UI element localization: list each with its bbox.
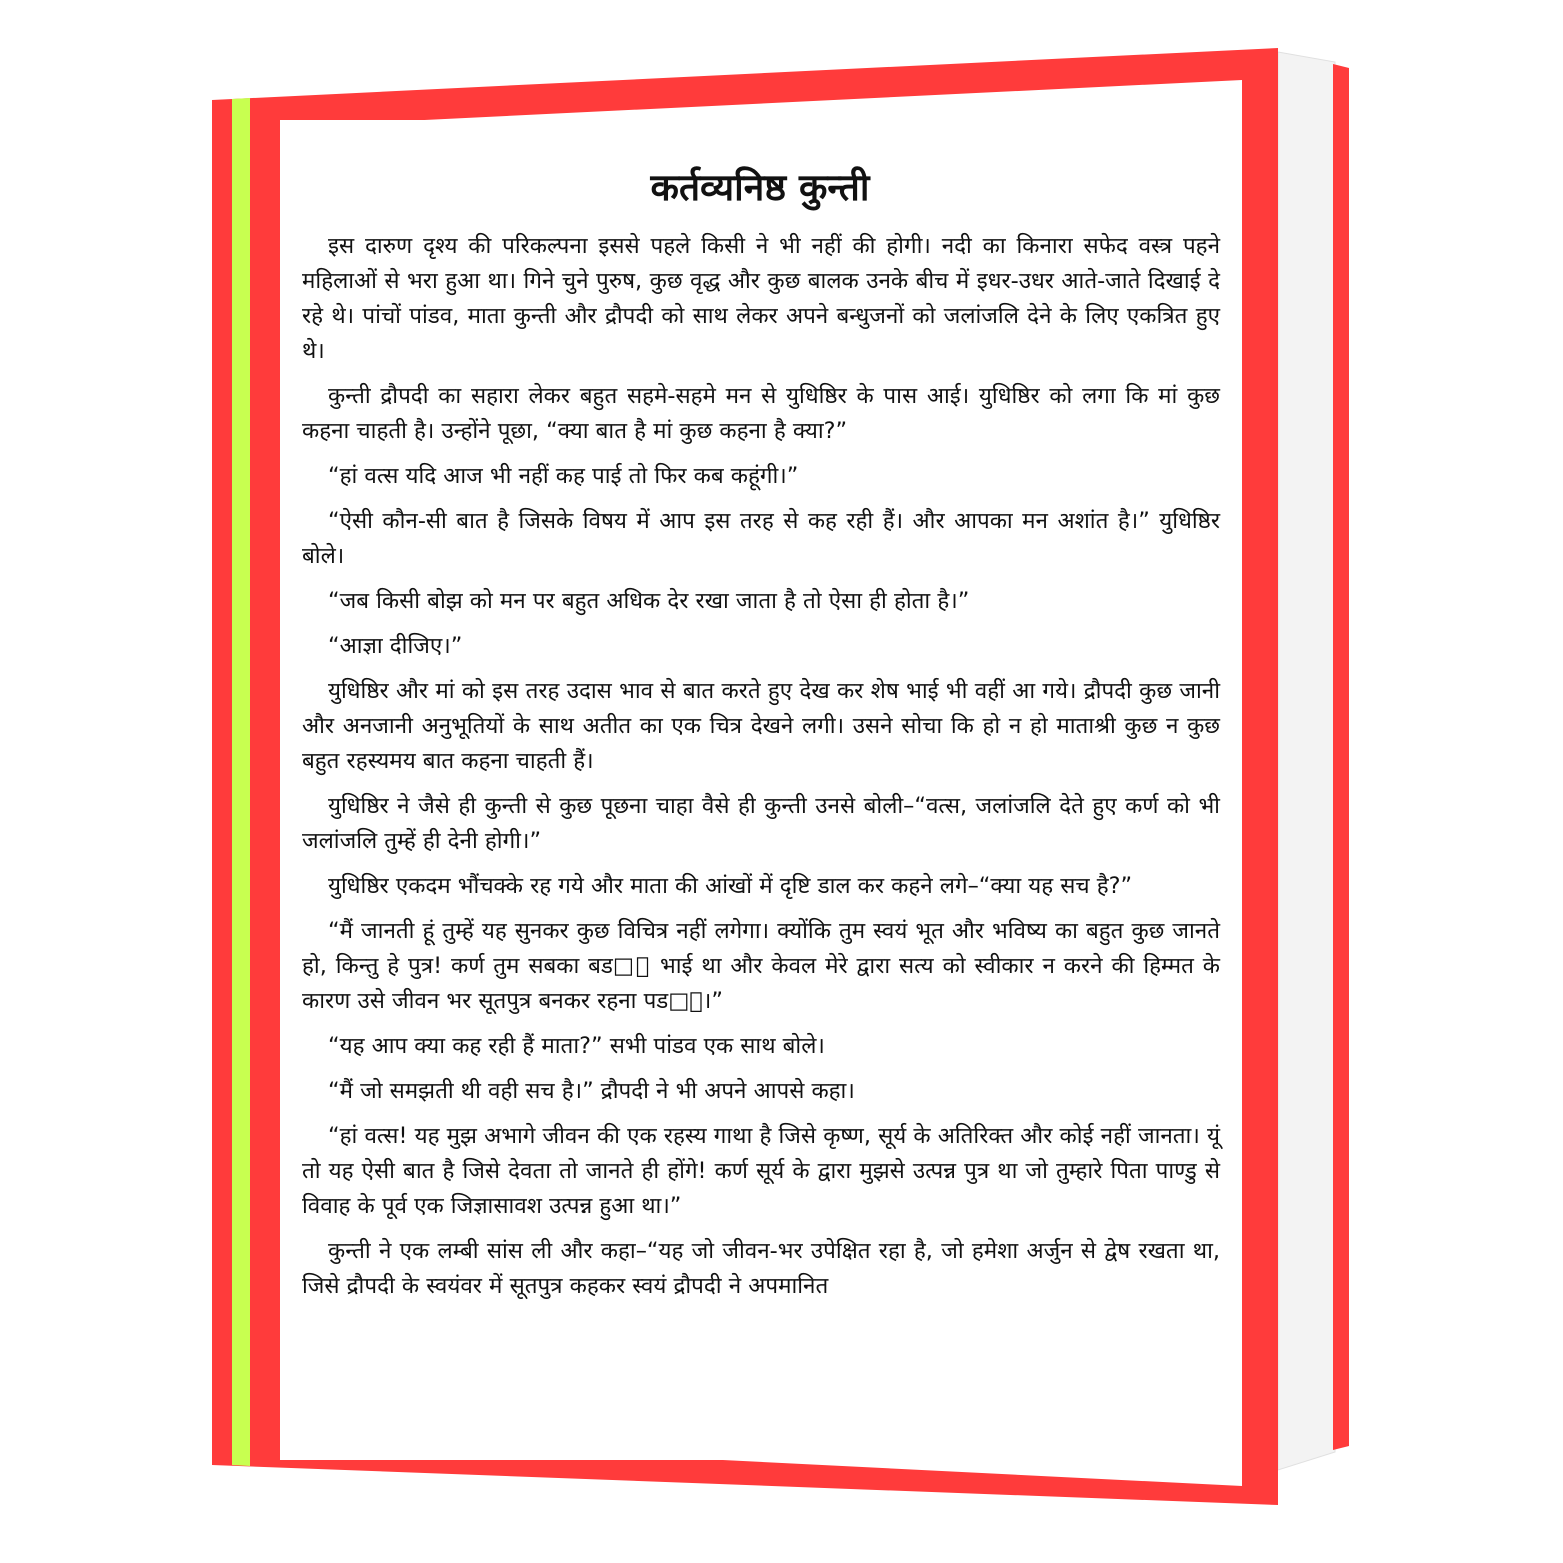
page-block	[1278, 52, 1335, 1470]
green-stripe	[232, 98, 250, 1466]
spine-strip	[1333, 64, 1349, 1450]
paragraph: कुन्ती ने एक लम्बी सांस ली और कहा–“यह जो जीवन-भर उपेक्षित रहा है, जो हमेशा अर्जुन से द्वेष रखता था, जिसे द्रौपदी के स्वयंवर में सूतपुत्र कहकर स्वयं द्रौपदी ने अपमानित	[302, 1238, 1220, 1299]
chapter-body	[280, 229, 1240, 1304]
paragraph: “हां वत्स! यह मुझ अभागे जीवन की एक रहस्य गाथा है जिसे कृष्ण, सूर्य के अतिरिक्त और कोई नहीं जानता। यूं तो यह ऐसी बात है जिसे देवता तो जानते ही होंगे! कर्ण सूर्य के द्वारा मुझसे उत्पन्न पुत्र था जो तुम्हारे पिता पाण्डु से विवाह के पूर्व एक जिज्ञासावश उत्पन्न हुआ था।”	[302, 1123, 1220, 1219]
chapter-title: कर्तव्यनिष्ठ कुन्ती	[650, 166, 870, 209]
paragraph: युधिष्ठिर एकदम भौंचक्के रह गये और माता की आंखों में दृष्टि डाल कर कहने लगे–“क्या यह सच है?”	[328, 873, 1133, 899]
paragraph: “जब किसी बोझ को मन पर बहुत अधिक देर रखा जाता है तो ऐसा ही होता है।”	[328, 588, 970, 614]
paragraph: इस दारुण दृश्य की परिकल्पना इससे पहले किसी ने भी नहीं की होगी। नदी का किनारा सफेद वस्त्र पहने महिलाओं से भरा हुआ था। गिने चुने पुरुष, कुछ वृद्ध और कुछ बालक उनके बीच में इधर-उधर आते-जाते दिखाई दे रहे थे। पांचों पांडव, माता कुन्ती और द्रौपदी को साथ लेकर अपने बन्धुजनों को जलांजलि देने के लिए एकत्रित हुए थे।	[302, 233, 1220, 364]
paragraph: “मैं जो समझती थी वही सच है।” द्रौपदी ने भी अपने आपसे कहा।	[328, 1078, 855, 1104]
paragraph: युधिष्ठिर ने जैसे ही कुन्ती से कुछ पूछना चाहा वैसे ही कुन्ती उनसे बोली–“वत्स, जलांजलि देते हुए कर्ण को भी जलांजलि तुम्हें ही देनी होगी।”	[302, 793, 1220, 854]
page-content	[280, 120, 1240, 1460]
paragraph: “मैं जानती हूं तुम्हें यह सुनकर कुछ विचित्र नहीं लगेगा। क्योंकि तुम स्वयं भूत और भविष्य का बहुत कुछ जानते हो, किन्तु हे पुत्र! कर्ण तुम सबका बड□ा भाई था और केवल मेरे द्वारा सत्य को स्वीकार न करने की हिम्मत के कारण उसे जीवन भर सूतपुत्र बनकर रहना पड□ा।”	[302, 918, 1220, 1014]
paragraph: “आज्ञा दीजिए।”	[328, 633, 463, 659]
paragraph: कुन्ती द्रौपदी का सहारा लेकर बहुत सहमे-सहमे मन से युधिष्ठिर के पास आई। युधिष्ठिर को लगा कि मां कुछ कहना चाहती है। उन्होंने पूछा, “क्या बात है मां कुछ कहना है क्या?”	[302, 383, 1220, 444]
paragraph: “ऐसी कौन-सी बात है जिसके विषय में आप इस तरह से कह रही हैं। और आपका मन अशांत है।” युधिष्ठिर बोले।	[302, 508, 1220, 569]
paragraph: युधिष्ठिर और मां को इस तरह उदास भाव से बात करते हुए देख कर शेष भाई भी वहीं आ गये। द्रौपदी कुछ जानी और अनजानी अनुभूतियों के साथ अतीत का एक चित्र देखने लगी। उसने सोचा कि हो न हो माताश्री कुछ न कुछ बहुत रहस्यमय बात कहना चाहती हैं।	[302, 678, 1220, 774]
paragraph: “हां वत्स यदि आज भी नहीं कह पाई तो फिर कब कहूंगी।”	[328, 463, 799, 489]
paragraph: “यह आप क्या कह रही हैं माता?” सभी पांडव एक साथ बोले।	[328, 1033, 825, 1059]
